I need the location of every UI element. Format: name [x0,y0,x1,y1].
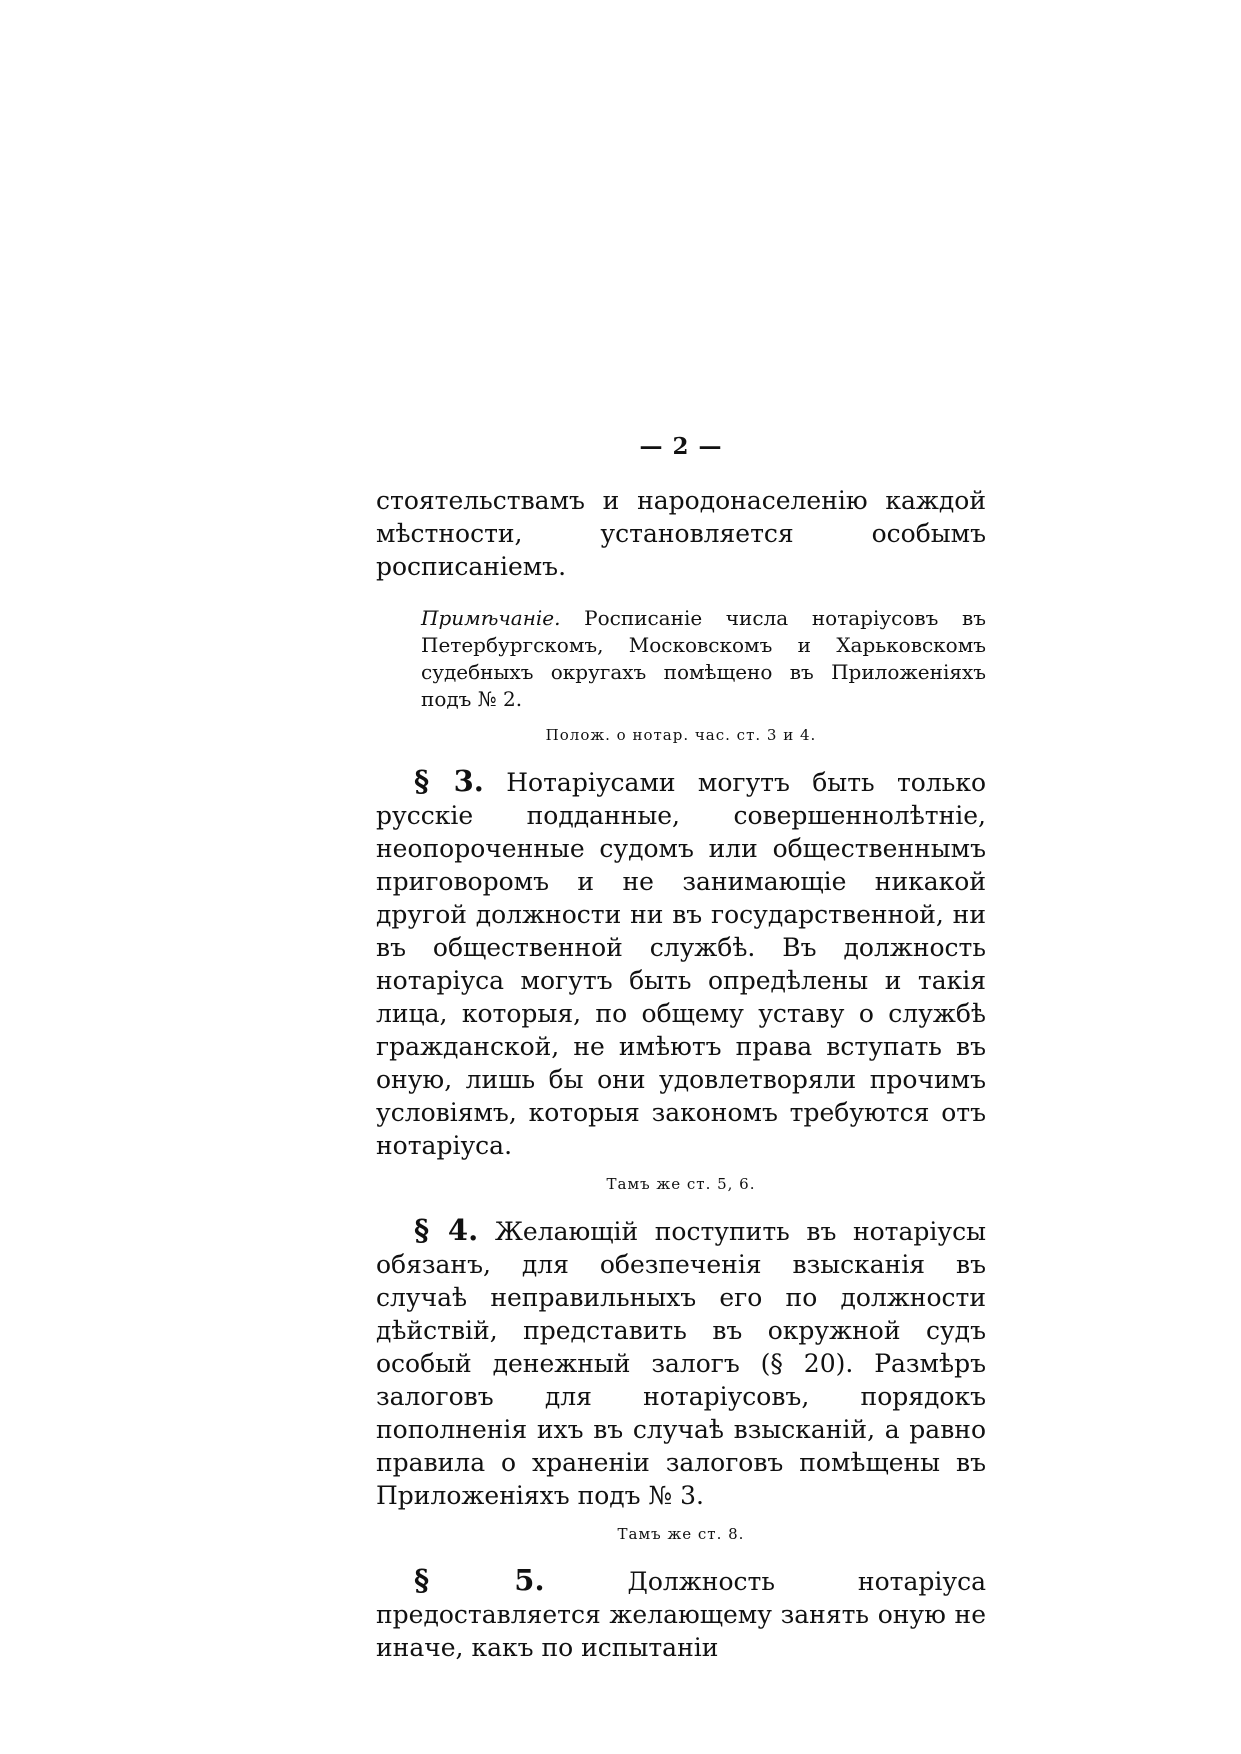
reference-citation: Тамъ же ст. 8. [617,1525,745,1543]
section-4 [376,1214,986,1512]
note [421,605,986,713]
page-number: — 2 — [639,433,723,460]
section-3 [376,765,986,1162]
reference-citation: Тамъ же ст. 5, 6. [606,1175,756,1193]
note-label: Примѣчаніе. [421,606,561,630]
section-mark: § 3. [414,764,484,798]
reference-citation: Полож. о нотар. час. ст. 3 и 4. [545,726,817,744]
section-text: Должность нотаріуса предоставляется желающему занять оную не иначе, какъ по испытаніи [376,1567,986,1662]
section-text: Желающій поступить въ нотаріусы обязанъ, для обезпеченія взысканія въ случаѣ неправильныхъ его по должности дѣйствій, представить въ окружной судъ особый денежный залогъ (§ 20). Размѣръ залоговъ для нотаріусовъ, порядокъ пополненія ихъ въ случаѣ взысканій, а равно правила о храненіи залоговъ помѣщены въ Приложеніяхъ подъ № 3. [376,1217,987,1510]
section-mark: § 5. [414,1563,545,1597]
section-5 [376,1564,986,1664]
section-text: Нотаріусами могутъ быть только русскіе подданные, совершеннолѣтніе, неопороченные судомъ или общественнымъ приговоромъ и не занимающіе никакой другой должности ни въ государственной, ни въ общественной службѣ. Въ должность нотаріуса могутъ быть опредѣлены и такія лица, которыя, по общему уставу о службѣ гражданской, не имѣютъ права вступать въ оную, лишь бы они удовлетворяли прочимъ условіямъ, которыя закономъ требуются отъ нотаріуса. [376,768,986,1160]
note-text: Росписаніе числа нотаріусовъ въ Петербургскомъ, Московскомъ и Харьковскомъ судебныхъ округахъ помѣщено въ Приложеніяхъ подъ № 2. [421,606,986,711]
intro-paragraph: стоятельствамъ и народонаселенію каждой мѣстности, установляется особымъ росписаніемъ. [376,486,986,581]
document-page [376,432,986,1664]
section-mark: § 4. [414,1213,479,1247]
